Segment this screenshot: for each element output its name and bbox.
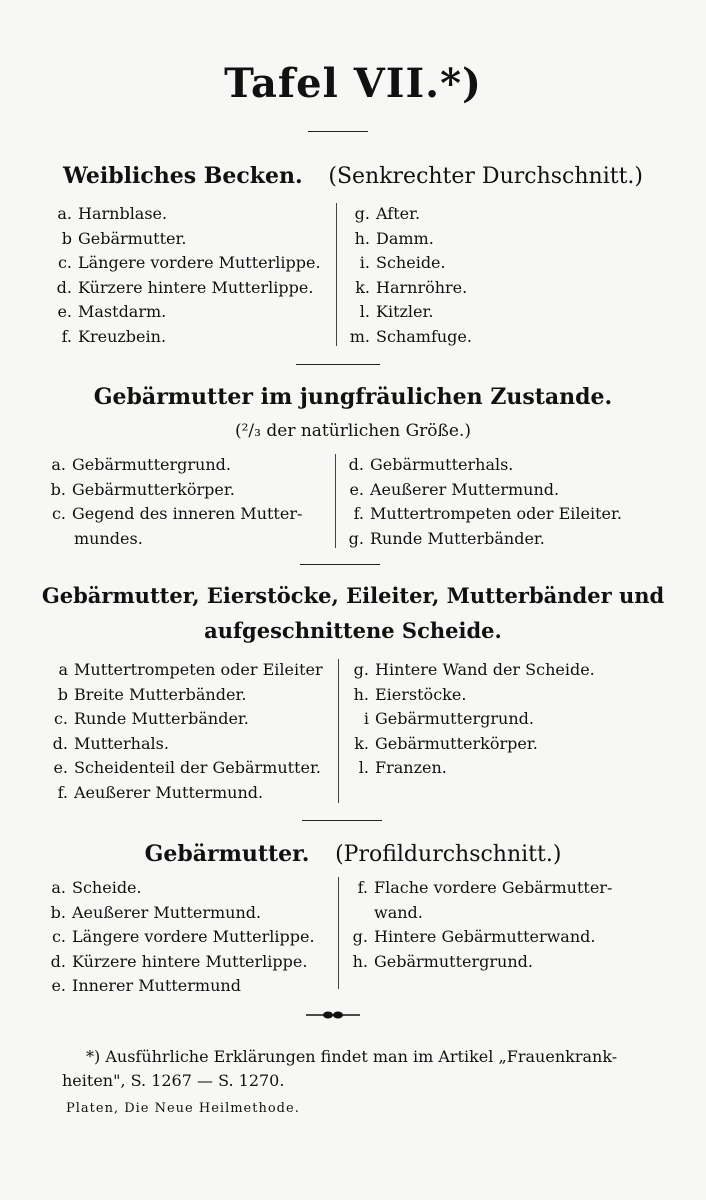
item-text: Gebärmutterhals.: [370, 455, 514, 474]
item-text: Aeußerer Muttermund.: [72, 902, 262, 922]
item-text: Kürzere hintere Mutterlippe.: [78, 277, 314, 297]
section1-column-divider: [336, 203, 337, 346]
item-label: d.: [348, 455, 364, 474]
item-label: c.: [51, 504, 66, 523]
list-item: [44, 276, 321, 301]
item-label: l.: [359, 302, 370, 321]
footnote-line2: heiten", S. 1267 — S. 1270.: [62, 1071, 285, 1090]
item-label: h.: [354, 228, 370, 248]
item-text: Damm.: [376, 228, 434, 248]
item-text: Breite Mutterbänder.: [74, 684, 247, 704]
item-label: d.: [56, 277, 72, 297]
item-label: b.: [50, 479, 66, 499]
item-text: Innerer Muttermund: [72, 976, 241, 995]
list-item: [44, 300, 321, 325]
item-text: After.: [376, 204, 421, 223]
item-text: Gebärmuttergrund.: [374, 951, 533, 971]
item-text: Hintere Wand der Scheide.: [375, 660, 595, 679]
item-label: m.: [349, 326, 370, 346]
item-label: l.: [358, 758, 369, 777]
list-item: [40, 901, 315, 926]
footnote-line1: *) Ausführliche Erklärungen findet man im Artikel „Frauenkrank-: [86, 1047, 618, 1066]
item-label: a: [58, 660, 68, 679]
section4-column-divider: [338, 877, 339, 989]
list-item: [344, 901, 612, 926]
list-item: [44, 227, 321, 252]
item-label: g.: [352, 927, 368, 946]
item-text: Scheide.: [72, 878, 142, 897]
item-label: c.: [53, 709, 68, 728]
item-text: Gebärmutterkörper.: [72, 479, 235, 499]
section2-right-list: [342, 453, 622, 551]
section4-heading-main: Gebärmutter.: [144, 841, 310, 867]
list-item: [344, 876, 612, 901]
ornament-divider: [306, 1010, 360, 1020]
list-item: [345, 683, 595, 708]
section3-heading-line2: aufgeschnittene Scheide.: [204, 618, 502, 643]
item-label: k.: [355, 277, 370, 297]
title-divider: [308, 131, 368, 132]
list-item: [345, 756, 595, 781]
item-text: Scheide.: [376, 253, 446, 272]
item-text: Harnblase.: [78, 204, 168, 223]
list-item: [346, 251, 472, 276]
item-label: h.: [352, 951, 368, 971]
list-item: [342, 527, 622, 552]
section3-divider: [302, 820, 382, 821]
item-text: Aeußerer Muttermund.: [370, 479, 560, 499]
item-label: h.: [353, 684, 369, 704]
section2-left-continuation: mundes.: [74, 528, 143, 548]
list-item: [40, 925, 315, 950]
section1-heading-sub: (Senkrechter Durchschnitt.): [328, 164, 643, 189]
item-text: Längere vordere Mutterlippe.: [72, 927, 315, 946]
item-label: f.: [353, 504, 364, 523]
list-item: [42, 707, 323, 732]
item-label: e.: [51, 976, 66, 995]
list-item: [346, 227, 472, 252]
list-item: [40, 453, 302, 478]
item-label: e.: [53, 758, 68, 777]
item-label: c.: [57, 253, 72, 272]
list-item: [40, 876, 315, 901]
list-item: [346, 300, 472, 325]
list-item: [345, 707, 595, 732]
list-item: [342, 453, 622, 478]
list-item: [344, 950, 612, 975]
item-text: Mastdarm.: [78, 302, 167, 321]
item-label: k.: [354, 733, 369, 753]
item-text: Runde Mutterbänder.: [370, 528, 545, 548]
list-item: [40, 502, 302, 527]
item-text: Gebärmuttergrund.: [375, 709, 534, 728]
item-text: Mutterhals.: [74, 733, 169, 753]
list-item: [42, 658, 323, 683]
item-label: b: [61, 228, 72, 248]
section1-right-list: [346, 202, 472, 349]
section2-heading: Gebärmutter im jungfräulichen Zustande.: [93, 384, 613, 410]
list-item: [42, 732, 323, 757]
section4-left-list: [40, 876, 315, 999]
item-text: Muttertrompeten oder Eileiter: [74, 660, 323, 679]
plate-title: Tafel VII.*): [224, 60, 482, 107]
list-item: [344, 925, 612, 950]
list-item: [44, 325, 321, 350]
list-item: [342, 502, 622, 527]
section2-divider: [300, 564, 380, 565]
item-label: d.: [52, 733, 68, 753]
item-label: a.: [51, 878, 66, 897]
item-label: g.: [348, 528, 364, 548]
item-text: Scheidenteil der Gebärmutter.: [74, 758, 321, 777]
item-text: Gebärmutterkörper.: [375, 733, 538, 753]
item-label: b: [57, 684, 68, 704]
section4-heading: [0, 841, 706, 867]
item-text: wand.: [374, 902, 423, 922]
publisher-line: Platen, Die Neue Heilmethode.: [66, 1101, 300, 1116]
list-item: [42, 781, 323, 806]
list-item: [345, 658, 595, 683]
item-label: b.: [50, 902, 66, 922]
item-label: f.: [357, 878, 368, 897]
list-item: [40, 974, 315, 999]
item-text: Gebärmuttergrund.: [72, 455, 231, 474]
item-label: e.: [349, 479, 364, 499]
item-label: i: [363, 709, 369, 728]
item-label: a.: [51, 455, 66, 474]
item-text: Flache vordere Gebärmutter-: [374, 878, 613, 897]
item-label: f.: [61, 326, 72, 346]
list-item: [342, 478, 622, 503]
section1-left-list: [44, 202, 321, 349]
item-label: c.: [51, 927, 66, 946]
list-item: [44, 251, 321, 276]
item-text: Franzen.: [375, 758, 447, 777]
item-label: d.: [50, 951, 66, 971]
section4-heading-sub: (Profildurchschnitt.): [335, 842, 562, 867]
section1-heading: [0, 163, 706, 189]
item-label: g.: [354, 204, 370, 223]
item-label: g.: [353, 660, 369, 679]
section2-subheading: (²/₃ der natürlichen Größe.): [234, 421, 471, 441]
list-item: [346, 276, 472, 301]
item-text: Harnröhre.: [376, 277, 468, 297]
item-text: Aeußerer Muttermund.: [74, 782, 264, 802]
list-item: [345, 732, 595, 757]
item-text: Schamfuge.: [376, 326, 472, 346]
section1-divider: [296, 364, 380, 365]
item-text: Kürzere hintere Mutterlippe.: [72, 951, 308, 971]
item-text: Längere vordere Mutterlippe.: [78, 253, 321, 272]
item-text: Kitzler.: [376, 302, 434, 321]
section3-heading-line1: Gebärmutter, Eierstöcke, Eileiter, Mutterbänder und: [41, 583, 665, 608]
section1-heading-main: Weibliches Becken.: [63, 163, 303, 189]
item-text: Hintere Gebärmutterwand.: [374, 927, 596, 946]
list-item: [346, 202, 472, 227]
item-label: i.: [359, 253, 370, 272]
list-item: [40, 950, 315, 975]
item-text: Muttertrompeten oder Eileiter.: [370, 504, 622, 523]
list-item: [40, 478, 302, 503]
section2-column-divider: [335, 454, 336, 548]
list-item: [42, 683, 323, 708]
section2-left-list: [40, 453, 302, 551]
item-text: Gegend des inneren Mutter-: [72, 504, 303, 523]
section3-left-list: [42, 658, 323, 805]
item-text: Runde Mutterbänder.: [74, 709, 249, 728]
section3-right-list: [345, 658, 595, 781]
item-text: Kreuzbein.: [78, 326, 167, 346]
item-label: a.: [57, 204, 72, 223]
item-text: Gebärmutter.: [78, 228, 187, 248]
list-item: [44, 202, 321, 227]
list-item: [346, 325, 472, 350]
item-label: f.: [57, 782, 68, 802]
item-label: e.: [57, 302, 72, 321]
item-text: Eierstöcke.: [375, 684, 467, 704]
section4-right-list: [344, 876, 612, 974]
section3-column-divider: [338, 659, 339, 803]
list-item: [42, 756, 323, 781]
